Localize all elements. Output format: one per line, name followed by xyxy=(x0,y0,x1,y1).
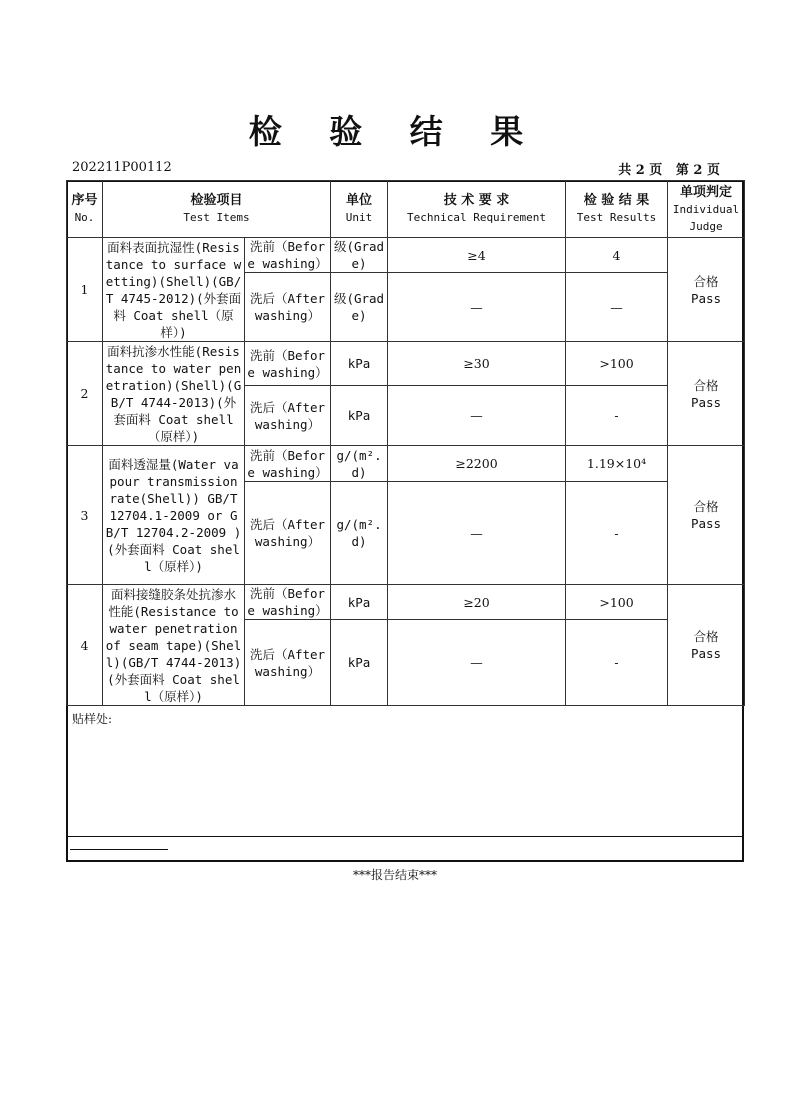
sample-area-label: 贴样处: xyxy=(72,712,113,726)
unit-cell: kPa xyxy=(331,342,388,386)
result-cell: >100 xyxy=(566,585,668,620)
test-item-cell: 面料透湿量(Water vapour transmission rate(Shell)) GB/T 12704.1-2009 or GB/T 12704.2-2009 )(外套面料 Coat shell（原样）) xyxy=(103,446,245,585)
result-cell: 4 xyxy=(566,238,668,273)
condition-cell: 洗前（Before washing） xyxy=(245,585,331,620)
judge-zh: 合格 xyxy=(693,273,719,289)
result-cell: 1.19×10⁴ xyxy=(566,446,668,482)
judge-en: Pass xyxy=(690,394,722,410)
test-item-cell: 面料表面抗湿性(Resistance to surface wetting)(Shell)(GB/T 4745-2012)(外套面料 Coat shell（原样）) xyxy=(103,238,245,342)
unit-cell: kPa xyxy=(331,585,388,620)
col-header-results: 检 验 结 果 Test Results xyxy=(566,181,668,238)
signature-line xyxy=(70,849,168,850)
result-cell: — xyxy=(566,273,668,342)
judge-cell xyxy=(668,446,745,585)
result-cell: - xyxy=(566,620,668,706)
page-current: 第 2 页 xyxy=(675,163,720,178)
judge-cell xyxy=(668,342,745,446)
page-info xyxy=(618,159,720,178)
col-header-unit: 单位 Unit xyxy=(331,181,388,238)
row-number: 3 xyxy=(67,446,103,585)
unit-cell: g/(m².d) xyxy=(331,482,388,585)
divider xyxy=(66,836,744,837)
table-row xyxy=(67,238,745,273)
end-of-report: ***报告结束*** xyxy=(352,868,437,882)
judge-en: Pass xyxy=(690,646,722,661)
condition-cell: 洗后（After washing） xyxy=(245,273,331,342)
col-header-test-items: 检验项目 Test Items xyxy=(103,181,331,238)
unit-cell: 级(Grade) xyxy=(331,273,388,342)
condition-cell: 洗后（After washing） xyxy=(245,620,331,706)
condition-cell: 洗后（After washing） xyxy=(245,482,331,585)
judge-zh: 合格 xyxy=(693,377,719,393)
row-number: 1 xyxy=(67,238,103,342)
condition-cell: 洗前（Before washing） xyxy=(245,342,331,386)
col-header-requirement: 技 术 要 求 Technical Requirement xyxy=(388,181,566,238)
judge-zh: 合格 xyxy=(693,499,719,514)
judge-en: Pass xyxy=(690,290,722,306)
result-cell: - xyxy=(566,482,668,585)
condition-cell: 洗前（Before washing） xyxy=(245,446,331,482)
row-number: 4 xyxy=(67,585,103,706)
requirement-cell: — xyxy=(388,386,566,446)
page-title: 检 验 结 果 xyxy=(248,112,542,151)
judge-cell xyxy=(668,585,745,706)
page-total: 共 2 页 xyxy=(618,163,663,178)
table-row xyxy=(67,446,745,482)
test-item-cell: 面料抗渗水性能(Resistance to water penetration)(Shell)(GB/T 4744-2013)(外套面料 Coat shell（原样）) xyxy=(103,342,245,446)
row-number: 2 xyxy=(67,342,103,446)
result-cell: - xyxy=(566,386,668,446)
requirement-cell: ≥4 xyxy=(388,238,566,273)
unit-cell: g/(m².d) xyxy=(331,446,388,482)
judge-cell xyxy=(668,238,745,342)
condition-cell: 洗前（Before washing） xyxy=(245,238,331,273)
requirement-cell: — xyxy=(388,482,566,585)
requirement-cell: ≥2200 xyxy=(388,446,566,482)
table-row xyxy=(67,342,745,386)
requirement-cell: — xyxy=(388,620,566,706)
unit-cell: 级(Grade) xyxy=(331,238,388,273)
col-header-judge: 单项判定 Individual Judge xyxy=(668,181,745,238)
unit-cell: kPa xyxy=(331,386,388,446)
requirement-cell: ≥30 xyxy=(388,342,566,386)
table-row xyxy=(67,585,745,620)
judge-zh: 合格 xyxy=(693,629,719,644)
judge-en: Pass xyxy=(690,516,722,531)
condition-cell: 洗后（After washing） xyxy=(245,386,331,446)
col-header-no: 序号 No. xyxy=(67,181,103,238)
table-header-row xyxy=(67,181,745,238)
result-cell: >100 xyxy=(566,342,668,386)
results-table xyxy=(66,180,745,706)
requirement-cell: ≥20 xyxy=(388,585,566,620)
test-item-cell: 面料接缝胶条处抗渗水性能(Resistance to water penetration of seam tape)(Shell)(GB/T 4744-2013)(外套面料 Coat shell（原样）) xyxy=(103,585,245,706)
requirement-cell: — xyxy=(388,273,566,342)
unit-cell: kPa xyxy=(331,620,388,706)
report-number: 202211P00112 xyxy=(72,160,172,175)
